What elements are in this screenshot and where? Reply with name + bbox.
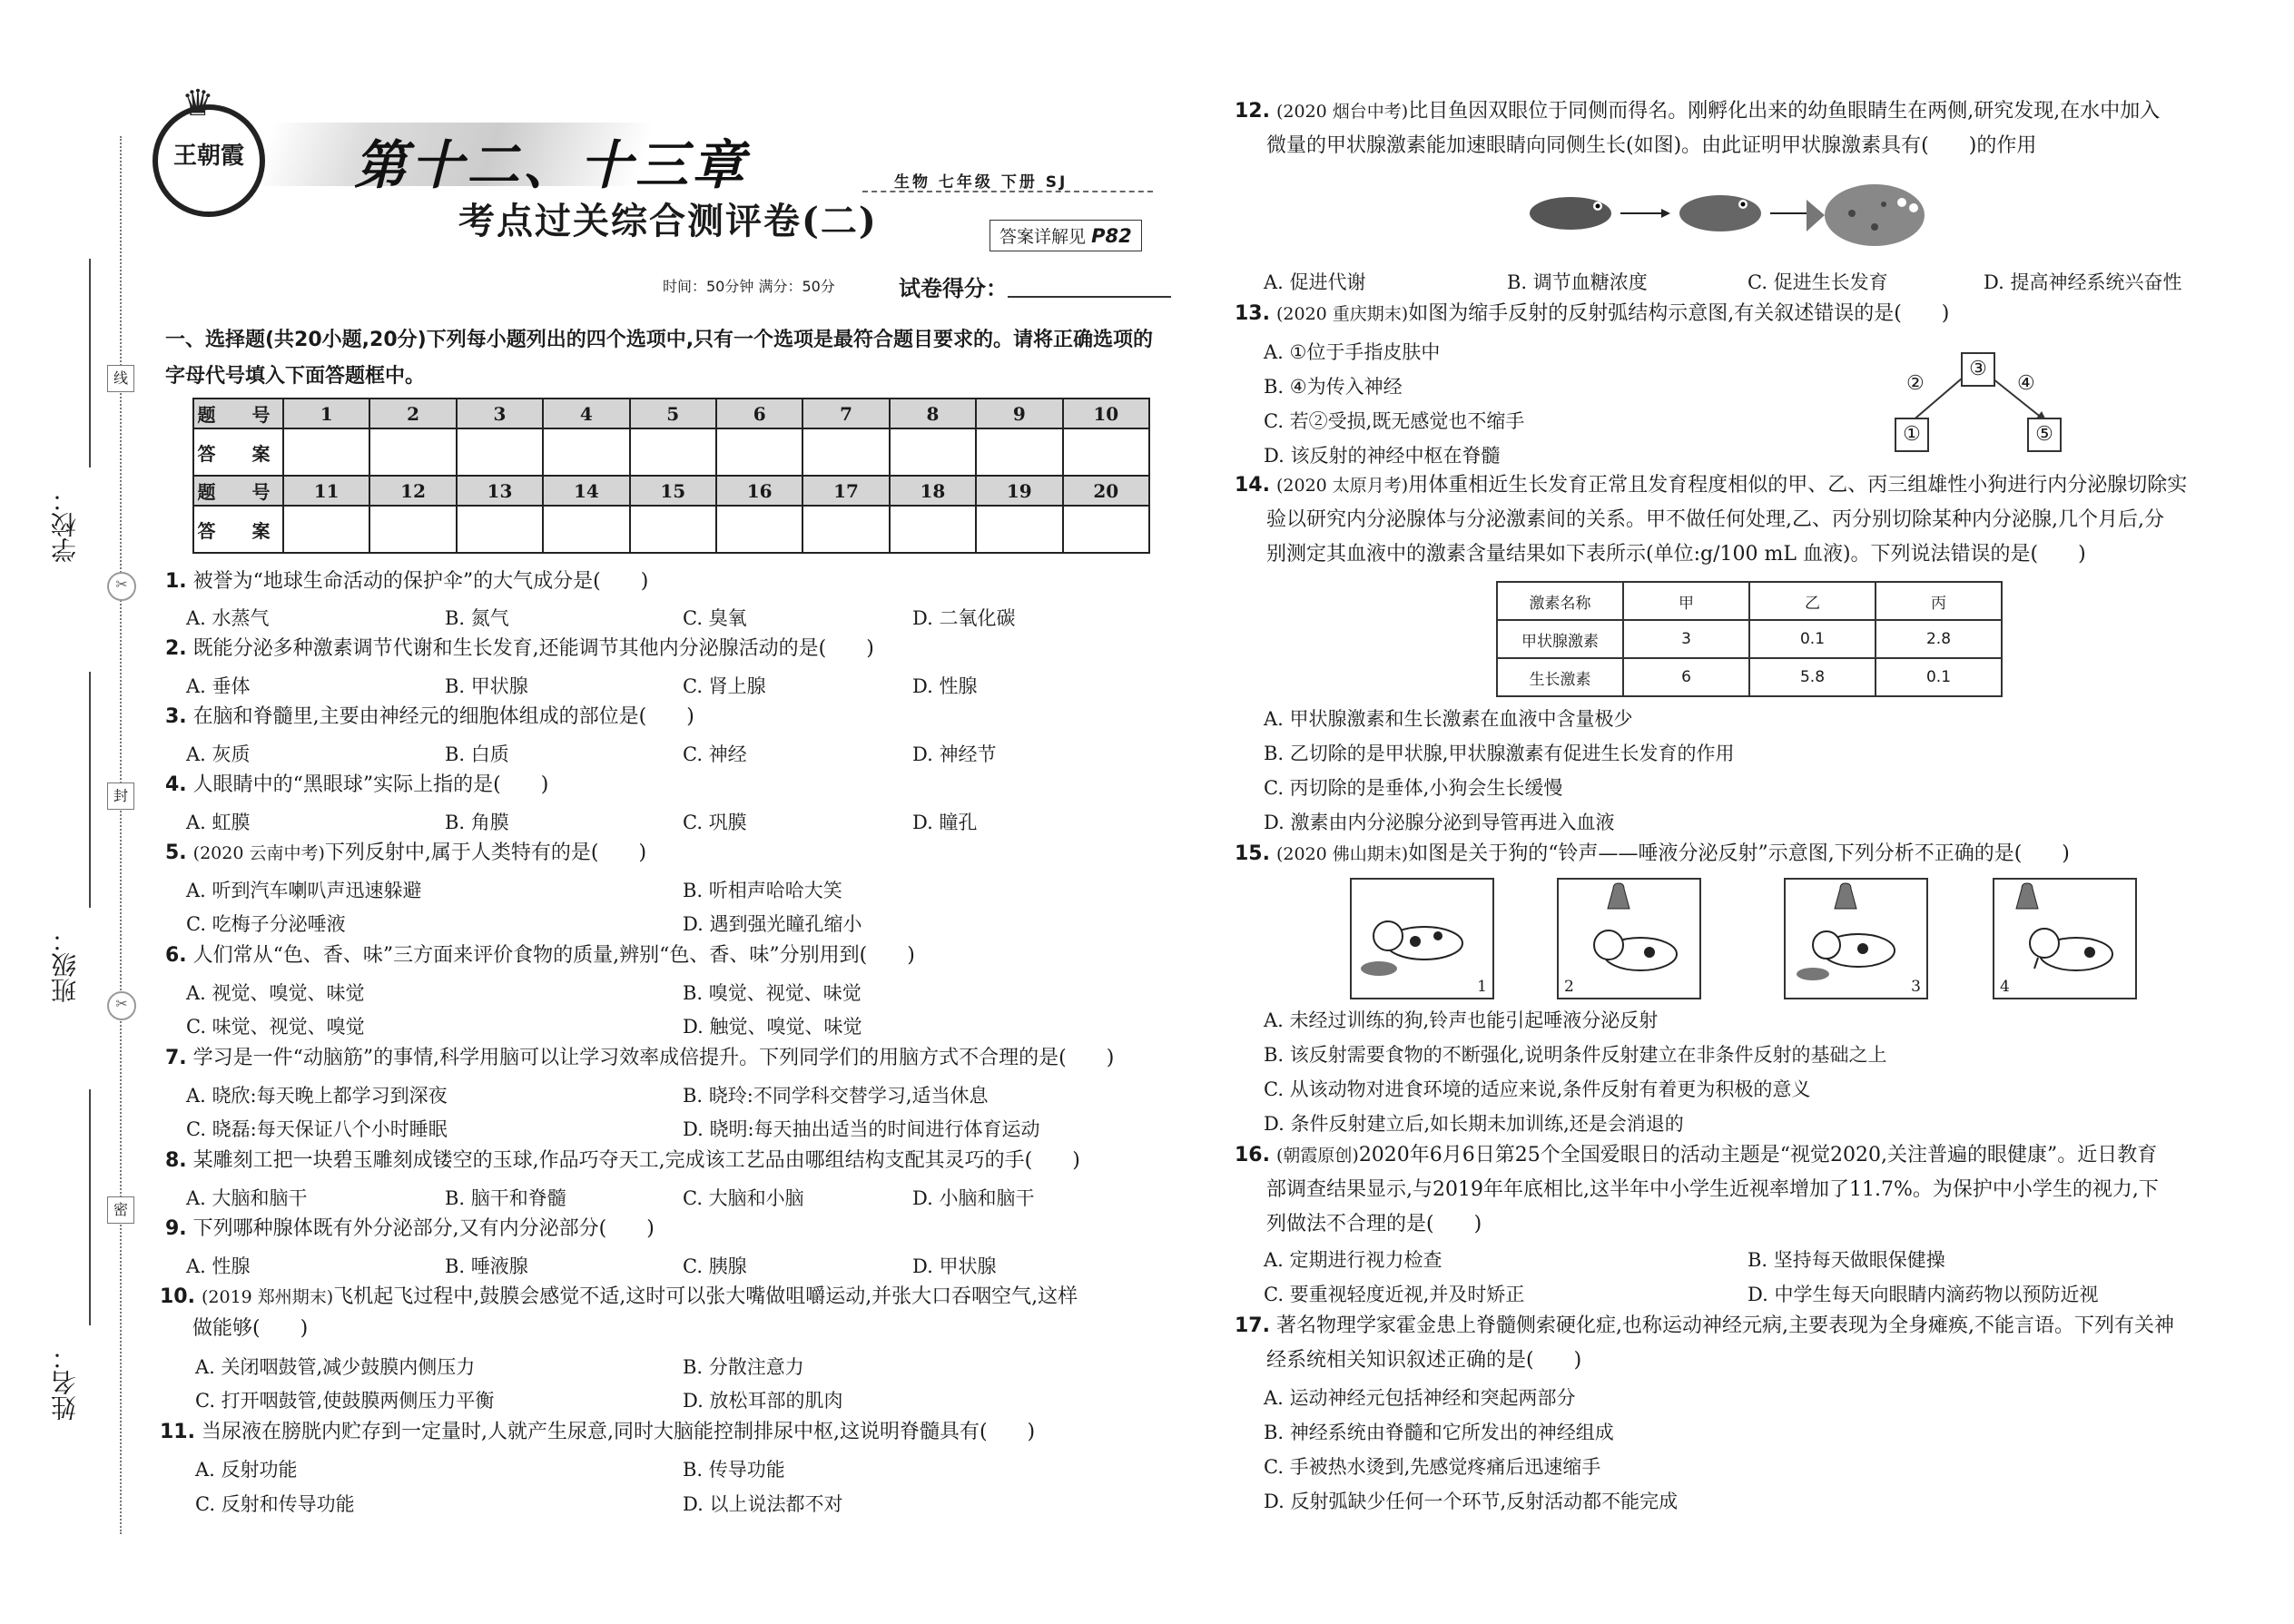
option[interactable]: D. 条件反射建立后,如长期未加训练,还是会消退的: [1264, 1113, 1684, 1135]
option[interactable]: C. 晓磊:每天保证八个小时睡眠: [186, 1118, 448, 1140]
question-12-cont: 微量的甲状腺激素能加速眼睛向同侧生长(如图)。由此证明甲状腺激素具有( )的作用: [1266, 134, 2037, 157]
name-line: [89, 1089, 91, 1325]
option[interactable]: D. 二氧化碳: [912, 607, 1016, 629]
question-8: 8. 某雕刻工把一块碧玉雕刻成镂空的玉球,作品巧夺天工,完成该工艺品由哪组结构支配其灵巧的手( ): [165, 1149, 1080, 1172]
arc-node-label: ②: [1906, 372, 1925, 395]
question-14: 14. (2020 太原月考)用体重相近生长发育正常且发育程度相似的甲、乙、丙三组雄性小狗进行内分泌腺切除实: [1235, 474, 2188, 497]
arc-node: ⑤: [2027, 418, 2062, 452]
question-4: 4. 人眼睛中的“黑眼球”实际上指的是( ): [165, 773, 549, 796]
dog-eating-icon: [1797, 931, 1895, 980]
exam-meta: 时间：50分钟 满分：50分: [663, 278, 835, 295]
option[interactable]: D. 瞳孔: [912, 812, 978, 833]
answer-cell[interactable]: [369, 428, 456, 476]
juvenile-fish-icon: [1679, 195, 1761, 231]
option[interactable]: B. 乙切除的是甲状腺,甲状腺激素有促进生长发育的作用: [1264, 743, 1735, 764]
question-10: 10. (2019 郑州期末)飞机起飞过程中,鼓膜会感觉不适,这时可以张大嘴做咀嚼运动,并张大口吞咽空气,这样: [160, 1285, 1078, 1308]
bell-icon: [1835, 883, 1856, 909]
option[interactable]: A. ①位于手指皮肤中: [1264, 341, 1441, 363]
grade-info: 生物 七年级 下册 SJ: [894, 173, 1068, 192]
option[interactable]: B. 氮气: [445, 607, 509, 629]
option[interactable]: A. 听到汽车喇叭声迅速躲避: [186, 880, 422, 901]
class-label: 班级：: [50, 927, 80, 1003]
option[interactable]: A. 灰质: [186, 743, 251, 765]
adult-flatfish-icon: [1807, 184, 1925, 246]
option[interactable]: A. 虹膜: [186, 812, 251, 833]
answer-cell[interactable]: [802, 428, 889, 476]
option[interactable]: A. 水蒸气: [186, 607, 270, 629]
option[interactable]: D. 提高神经系统兴奋性: [1984, 271, 2182, 293]
option[interactable]: C. 神经: [683, 743, 747, 765]
option[interactable]: C. 臭氧: [683, 607, 747, 629]
seal-char-xian: 线: [107, 365, 134, 392]
option[interactable]: C. 丙切除的是垂体,小狗会生长缓慢: [1264, 777, 1563, 799]
option[interactable]: B. 白质: [445, 743, 509, 765]
class-line: [89, 672, 91, 908]
option[interactable]: D. 放松耳部的肌肉: [683, 1390, 843, 1412]
question-11: 11. 当尿液在膀胱内贮存到一定量时,人就产生尿意,同时大脑能控制排尿中枢,这说明脊髓具有( ): [160, 1421, 1036, 1443]
option[interactable]: B. 神经系统由脊髓和它所发出的神经组成: [1264, 1422, 1614, 1443]
paper-subtitle: 考点过关综合测评卷(二): [458, 200, 878, 242]
question-1: 1. 被誉为“地球生命活动的保护伞”的大气成分是( ): [165, 570, 649, 593]
arc-node: ①: [1895, 418, 1929, 452]
option[interactable]: B. 角膜: [445, 812, 509, 833]
option[interactable]: A. 视觉、嗅觉、味觉: [186, 982, 365, 1004]
option[interactable]: A. 促进代谢: [1264, 271, 1366, 293]
answer-cell[interactable]: [283, 428, 369, 476]
option[interactable]: B. 唾液腺: [445, 1255, 528, 1277]
option[interactable]: A. 反射功能: [195, 1459, 298, 1481]
option[interactable]: A. 晓欣:每天晚上都学习到深夜: [186, 1085, 448, 1107]
dog-panel-1: 1: [1350, 878, 1494, 999]
brand-logo: ♛ 王朝霞: [153, 104, 265, 217]
answer-cell[interactable]: [457, 506, 543, 553]
option[interactable]: A. 性腺: [186, 1255, 251, 1277]
option[interactable]: B. 该反射需要食物的不断强化,说明条件反射建立在非条件反射的基础之上: [1264, 1044, 1887, 1066]
section-instructions: 一、选择题(共20小题,20分)下列每小题列出的四个选项中,只有一个选项是最符合题目要求的。请将正确选项的字母代号填入下面答题框中。: [165, 329, 1154, 388]
answer-cell[interactable]: [543, 428, 629, 476]
arc-node-label: ④: [2017, 372, 2035, 395]
option[interactable]: A. 运动神经元包括神经和突起两部分: [1264, 1387, 1576, 1409]
option[interactable]: D. 触觉、嗅觉、味觉: [683, 1016, 862, 1038]
option[interactable]: B. 甲状腺: [445, 675, 528, 697]
question-16-cont: 部调查结果显示,与2019年年底相比,这半年中小学生近视率增加了11.7%。为保护中小学生的视力,下: [1266, 1178, 2159, 1201]
answer-grid: 题 号 1 2 3 4 5 6 7 8 9 10 答 案 题 号 11 12 13 14 15 16 17 18 19 20 答 案: [192, 398, 1150, 554]
dog-eating-icon: [1361, 921, 1462, 976]
question-13: 13. (2020 重庆期末)如图为缩手反射的反射弧结构示意图,有关叙述错误的是( ): [1235, 302, 1950, 325]
option[interactable]: C. 促进生长发育: [1748, 271, 1888, 293]
option[interactable]: D. 反射弧缺少任何一个环节,反射活动都不能完成: [1264, 1491, 1679, 1512]
option[interactable]: A. 定期进行视力检查: [1264, 1249, 1442, 1271]
dog-panel-2: 2: [1557, 878, 1701, 999]
answer-cell[interactable]: [890, 506, 976, 553]
option[interactable]: B. 传导功能: [683, 1459, 785, 1481]
option[interactable]: C. 巩膜: [683, 812, 747, 833]
option[interactable]: D. 该反射的神经中枢在脊髓: [1264, 445, 1501, 467]
option[interactable]: C. 大脑和小脑: [683, 1187, 804, 1209]
flatfish-figure: [1525, 177, 1943, 259]
school-line: [89, 259, 91, 468]
question-16-cont: 列做法不合理的是( ): [1266, 1213, 1482, 1235]
option[interactable]: B. ④为传入神经: [1264, 376, 1403, 398]
option[interactable]: C. 若②受损,既无感觉也不缩手: [1264, 410, 1525, 432]
question-17-cont: 经系统相关知识叙述正确的是( ): [1266, 1349, 1582, 1372]
score-label: 试卷得分：: [899, 276, 1008, 301]
answer-cell[interactable]: [1063, 428, 1149, 476]
name-label: 姓名：: [50, 1344, 80, 1421]
crown-icon: ♛: [182, 83, 214, 124]
bell-icon: [1608, 883, 1629, 909]
seal-char-mi: 密: [107, 1196, 134, 1224]
binding-margin: [0, 0, 136, 1624]
question-6: 6. 人们常从“色、香、味”三方面来评价食物的质量,辨别“色、香、味”分别用到( ): [165, 944, 915, 967]
question-14-cont: 验以研究内分泌腺体与分泌激素间的关系。甲不做任何处理,乙、丙分别切除某种内分泌腺,几个月后,分: [1266, 508, 2164, 531]
question-15: 15. (2020 佛山期末)如图是关于狗的“铃声——唾液分泌反射”示意图,下列分析不正确的是( ): [1235, 842, 2070, 865]
scissor-icon: ✂: [107, 572, 136, 601]
option[interactable]: B. 听相声哈哈大笑: [683, 880, 842, 901]
question-7: 7. 学习是一件“动脑筋”的事情,科学用脑可以让学习效率成倍提升。下列同学们的用脑方式不合理的是( ): [165, 1047, 1115, 1069]
answer-cell[interactable]: [457, 428, 543, 476]
question-3: 3. 在脑和脊髓里,主要由神经元的细胞体组成的部位是( ): [165, 705, 694, 728]
question-5: 5. (2020 云南中考)下列反射中,属于人类特有的是( ): [165, 842, 647, 864]
question-14-cont: 别测定其血液中的激素含量结果如下表所示(单位:g/100 mL 血液)。下列说法错误的是( ): [1266, 543, 2086, 566]
answer-cell[interactable]: [976, 428, 1062, 476]
answer-cell[interactable]: [369, 506, 456, 553]
bell-icon: [2016, 883, 2038, 909]
option[interactable]: B. 坚持每天做眼保健操: [1748, 1249, 1945, 1271]
dog-panel-4: 4: [1993, 878, 2137, 999]
option[interactable]: D. 中学生每天向眼睛内滴药物以预防近视: [1748, 1284, 2099, 1305]
option[interactable]: D. 晓明:每天抽出适当的时间进行体育运动: [683, 1118, 1040, 1140]
answer-cell[interactable]: [543, 506, 629, 553]
answer-cell[interactable]: [976, 506, 1062, 553]
option[interactable]: A. 未经过训练的狗,铃声也能引起唾液分泌反射: [1264, 1009, 1659, 1031]
answer-cell[interactable]: [802, 506, 889, 553]
option[interactable]: C. 胰腺: [683, 1255, 747, 1277]
option[interactable]: C. 吃梅子分泌唾液: [186, 913, 346, 935]
answer-cell[interactable]: [630, 428, 716, 476]
chapter-title: 第十二、十三章: [354, 134, 749, 196]
scissor-icon: ✂: [107, 991, 136, 1020]
arc-node: ③: [1961, 352, 1995, 387]
option[interactable]: B. 晓玲:不同学科交替学习,适当休息: [683, 1085, 989, 1107]
question-16: 16. (朝霞原创)2020年6月6日第25个全国爱眼日的活动主题是“视觉2020,关注普遍的眼健康”。近日教育: [1235, 1144, 2158, 1166]
option[interactable]: C. 肾上腺: [683, 675, 766, 697]
question-12: 12. (2020 烟台中考)比目鱼因双眼位于同侧而得名。刚孵化出来的幼鱼眼睛生在两侧,研究发现,在水中加入: [1235, 100, 2161, 123]
answer-cell[interactable]: [890, 428, 976, 476]
option[interactable]: A. 关闭咽鼓管,减少鼓膜内侧压力: [195, 1356, 476, 1378]
school-label: 学校：: [50, 487, 80, 563]
option[interactable]: A. 甲状腺激素和生长激素在血液中含量极少: [1264, 708, 1633, 730]
option[interactable]: C. 打开咽鼓管,使鼓膜两侧压力平衡: [195, 1390, 495, 1412]
option[interactable]: D. 神经节: [912, 743, 997, 765]
answer-cell[interactable]: [283, 506, 369, 553]
hormone-table: 激素名称 甲 乙 丙 甲状腺激素 3 0.1 2.8 生长激素 6 5.8 0.1: [1496, 581, 2003, 697]
question-9: 9. 下列哪种腺体既有外分泌部分,又有内分泌部分( ): [165, 1217, 655, 1240]
question-17: 17. 著名物理学家霍金患上脊髓侧索硬化症,也称运动神经元病,主要表现为全身瘫痪,不能言语。下列有关神: [1235, 1314, 2174, 1337]
option[interactable]: A. 垂体: [186, 675, 251, 697]
option[interactable]: C. 要重视轻度近视,并及时矫正: [1264, 1284, 1525, 1305]
answer-cell[interactable]: [630, 506, 716, 553]
larva-fish-icon: [1530, 197, 1611, 230]
option[interactable]: D. 激素由内分泌腺分泌到导管再进入血液: [1264, 812, 1615, 833]
seal-char-feng: 封: [107, 782, 134, 810]
option[interactable]: C. 反射和传导功能: [195, 1493, 355, 1515]
answer-cell[interactable]: [716, 428, 802, 476]
option[interactable]: B. 调节血糖浓度: [1507, 271, 1648, 293]
dog-listening-icon: [1594, 930, 1677, 970]
cut-line: [120, 136, 122, 1534]
option[interactable]: C. 味觉、视觉、嗅觉: [186, 1016, 365, 1038]
option[interactable]: D. 性腺: [912, 675, 978, 697]
option[interactable]: C. 手被热水烫到,先感觉疼痛后迅速缩手: [1264, 1456, 1601, 1478]
option[interactable]: B. 嗅觉、视觉、味觉: [683, 982, 861, 1004]
option[interactable]: D. 甲状腺: [912, 1255, 997, 1277]
option[interactable]: D. 遇到强光瞳孔缩小: [683, 913, 862, 935]
option[interactable]: A. 大脑和脑干: [186, 1187, 308, 1209]
option[interactable]: D. 以上说法都不对: [683, 1493, 843, 1515]
question-10-cont: 做能够( ): [192, 1317, 309, 1340]
score-blank: [1008, 296, 1171, 298]
option[interactable]: B. 分散注意力: [683, 1356, 804, 1378]
option[interactable]: B. 脑干和脊髓: [445, 1187, 566, 1209]
dog-salivating-icon: [2030, 929, 2112, 970]
dog-panel-3: 3: [1784, 878, 1928, 999]
arrow-icon: [1620, 209, 1670, 218]
option[interactable]: C. 从该动物对进食环境的适应来说,条件反射有着更为积极的意义: [1264, 1078, 1811, 1100]
answer-cell[interactable]: [1063, 506, 1149, 553]
question-2: 2. 既能分泌多种激素调节代谢和生长发育,还能调节其他内分泌腺活动的是( ): [165, 637, 874, 660]
answer-reference: 答案详解见 P82: [989, 220, 1142, 251]
option[interactable]: D. 小脑和脑干: [912, 1187, 1035, 1209]
answer-cell[interactable]: [716, 506, 802, 553]
